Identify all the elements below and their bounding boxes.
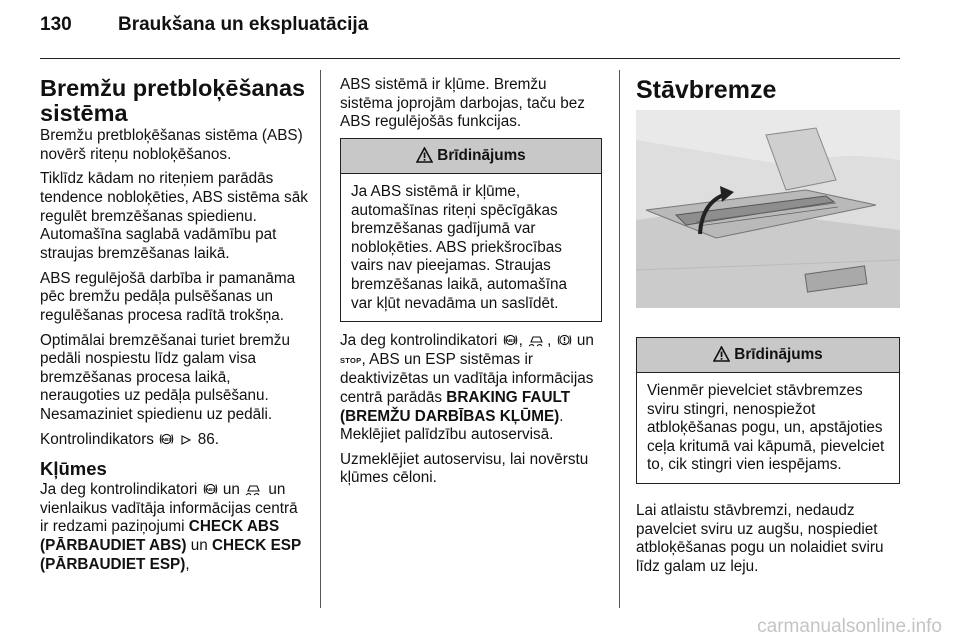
warning-box-parking-brake — [636, 337, 900, 484]
text: Ja deg kontrolindikatori — [340, 332, 498, 350]
page-number: 130 — [40, 14, 72, 35]
column-divider-2 — [619, 70, 620, 608]
paragraph: Optimālai bremzēšanai turiet bremžu pedāli nospiestu līdz galam visa bremzēšanas procesa laikā, neraugoties uz pedāļa pulsēšanu. Nesamaziniet spiedienu uz pedāli. — [40, 331, 290, 423]
paragraph: Lai atlaistu stāvbremzi, nedaudz pavelciet sviru uz augšu, nospiediet atbloķēšanas pogu un nolaidiet sviru līdz galam uz leju. — [636, 501, 884, 575]
section-heading-parking-brake: Stāvbremze — [636, 76, 777, 104]
header-rule — [40, 58, 900, 59]
warning-header — [637, 338, 899, 373]
message-braking-fault: BRAKING FAULT (BREMŽU DARBĪBAS KĻŪME) — [340, 388, 571, 425]
text: , — [185, 555, 190, 573]
text: un — [222, 481, 240, 499]
message-check-abs: CHECK ABS (PĀRBAUDIET ABS) — [40, 518, 280, 555]
column-parking-brake — [636, 76, 900, 104]
text: , ABS un ESP sistēmas ir deaktivizētas un vadītāja informācijas centrā parādās — [340, 350, 594, 406]
warning-text: Vienmēr pievelciet stāvbremzes sviru stingri, nenospiežot atbloķēšanas pogu, un, apstājoties ceļa kritumā vai kāpumā, pievelciet to, cik stingri vien iespējams. — [647, 382, 885, 474]
paragraph: ABS regulējošā darbība ir pamanāma pēc bremžu pedāļa pulsēšanas un regulēšanas procesa radītā trokšņa. — [40, 269, 296, 324]
abs-warning-icon — [159, 432, 174, 446]
warning-text: Ja ABS sistēmā ir kļūme, automašīnas riteņi spēcīgākas bremzēšanas gadījumā var nobloķēties. ABS priekšrocības vairs nav pieejamas. Straujas bremzēšanas laikā, automašīna var kļūt nevadāma un saslīdēt. — [351, 182, 567, 312]
warning-box-abs — [340, 138, 602, 322]
watermark: carmanualsonline.info — [757, 616, 942, 637]
esp-skid-icon — [528, 333, 546, 347]
warning-triangle-icon — [713, 346, 730, 362]
esp-skid-icon — [245, 482, 263, 496]
paragraph-braking-fault: Ja deg kontrolindikatori ABS , , un STOP, ABS un ESP sistēmas ir deaktivizētas un vadītāja informācijas centrā parādās BRAKING FAULT (BREMŽU DARBĪBAS KĻŪME). Meklējiet palīdzību autoservisā. — [340, 332, 594, 444]
warning-title: Brīdinājums — [437, 146, 526, 164]
stop-indicator-icon: STOP — [340, 355, 362, 365]
warning-title: Brīdinājums — [734, 346, 823, 363]
section-heading-abs: Bremžu pretbloķēšanas sistēma — [40, 75, 306, 126]
column-parking-brake-body — [636, 333, 900, 583]
message-check-esp: CHECK ESP (PĀRBAUDIET ESP) — [40, 537, 301, 573]
paragraph: Uzmeklējiet autoservisu, lai novērstu kļūmes cēloni. — [340, 450, 589, 487]
paragraph: Bremžu pretbloķēšanas sistēma (ABS) novērš riteņu nobloķēšanos. — [40, 127, 303, 163]
column-divider-1 — [320, 70, 321, 608]
abs-warning-icon — [503, 333, 518, 347]
column-abs — [40, 76, 308, 580]
parking-brake-illustration — [636, 110, 900, 308]
page-reference-icon — [180, 434, 192, 446]
sub-heading-faults: Kļūmes — [40, 458, 107, 480]
page-reference-number: 86. — [197, 430, 219, 448]
text: un — [576, 332, 594, 350]
paragraph-faults — [40, 481, 308, 574]
text: un — [190, 537, 208, 555]
warning-triangle-icon — [416, 147, 433, 163]
column-abs-continued — [340, 76, 602, 494]
paragraph-indicator-ref — [40, 431, 308, 450]
chapter-title: Braukšana un ekspluatācija — [118, 14, 369, 35]
paragraph: ABS sistēmā ir kļūme. Bremžu sistēma joprojām darbojas, taču bez ABS regulējošās funkcijas. — [340, 76, 585, 131]
text: . Meklējiet palīdzību autoservisā. — [340, 407, 564, 444]
svg-text:ABS: ABS — [205, 487, 215, 493]
svg-text:ABS: ABS — [505, 337, 515, 343]
paragraph: Tiklīdz kādam no riteņiem parādās tendence nobloķēties, ABS sistēma sāk regulēt bremzēšanas spiedienu. Automašīna saglabā vadāmību pat straujas bremzēšanas laikā. — [40, 170, 308, 262]
text: Kontrolindikators — [40, 430, 154, 448]
warning-header — [341, 139, 601, 174]
brake-system-icon — [557, 333, 572, 347]
svg-text:ABS: ABS — [162, 436, 172, 442]
text: Ja deg kontrolindikatori — [40, 481, 198, 499]
text: un vienlaikus vadītāja informācijas centrā ir redzami paziņojumi — [40, 481, 298, 536]
abs-warning-icon — [203, 482, 218, 496]
